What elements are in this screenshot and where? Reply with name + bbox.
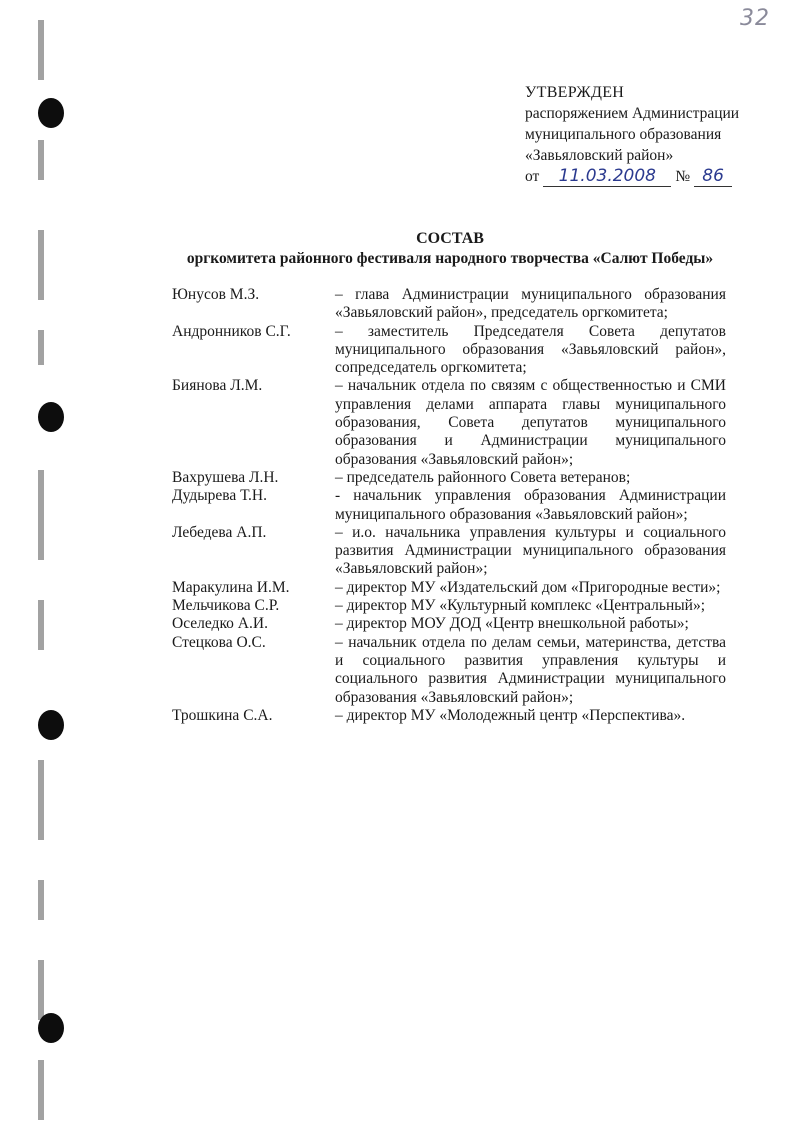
member-name: Оселедко А.И. <box>172 615 268 633</box>
approval-line: распоряжением Администрации <box>525 105 740 122</box>
member-role: – глава Администрации муниципального образования «Завьяловский район», председатель оргкомитета; <box>335 286 726 322</box>
member-name: Дудырева Т.Н. <box>172 487 268 505</box>
approval-date-number <box>525 166 739 187</box>
punch-hole <box>38 402 64 432</box>
member-role: – заместитель Председателя Совета депутатов муниципального образования «Завьяловский район», сопредседатель оргкомитета; <box>335 322 726 377</box>
member-role: – директор МОУ ДОД «Центр внешкольной работы»; <box>335 615 689 633</box>
scan-edge-marks <box>38 0 46 1135</box>
member-name: Маракулина И.М. <box>172 578 290 596</box>
member-role: – директор МУ «Издательский дом «Пригородные вести»; <box>335 578 721 596</box>
member-name: Мельчикова С.Р. <box>172 597 280 615</box>
members-list <box>172 286 726 725</box>
member-row <box>172 469 726 487</box>
handwritten-date: 11.03.2008 <box>543 166 671 187</box>
member-row <box>172 634 726 707</box>
member-name: Вахрушева Л.Н. <box>172 468 279 486</box>
punch-hole <box>38 1013 64 1043</box>
document-title: СОСТАВ <box>416 230 484 247</box>
member-role: - начальник управления образования Администрации муниципального образования «Завьяловский район»; <box>335 487 726 523</box>
member-row <box>172 579 726 597</box>
punch-hole <box>38 98 64 128</box>
member-row <box>172 524 726 579</box>
member-role: – и.о. начальника управления культуры и социального развития Администрации муниципального образования «Завьяловский район»; <box>335 523 726 578</box>
member-role: – начальник отдела по делам семьи, материнства, детства и социального развития управления культуры и социального развития Администрации муниципального образования «Завьяловский район»; <box>335 633 726 706</box>
approval-heading: УТВЕРЖДЕН <box>525 84 625 101</box>
member-role: – председатель районного Совета ветеранов; <box>335 468 631 486</box>
member-row <box>172 597 726 615</box>
member-name: Биянова Л.М. <box>172 377 263 395</box>
member-role: – начальник отдела по связям с общественностью и СМИ управления делами аппарата главы муниципального образования, Совета депутатов муниципального образования и Администрации муниципального образования «Завьяловский район»; <box>335 377 726 468</box>
document-subtitle: оргкомитета районного фестиваля народного творчества «Салют Победы» <box>186 250 714 267</box>
member-name: Стецкова О.С. <box>172 633 266 651</box>
approval-line: «Завьяловский район» <box>525 147 674 164</box>
member-role: – директор МУ «Молодежный центр «Перспектива». <box>335 706 686 724</box>
handwritten-number: 86 <box>694 166 732 187</box>
member-name: Юнусов М.З. <box>172 286 260 303</box>
member-row <box>172 286 726 323</box>
member-role: – директор МУ «Культурный комплекс «Центральный»; <box>335 597 706 615</box>
member-row <box>172 707 726 725</box>
member-name: Лебедева А.П. <box>172 523 267 541</box>
member-row <box>172 615 726 633</box>
number-prefix: № <box>675 168 691 185</box>
punch-hole <box>38 710 64 740</box>
approval-block <box>525 82 739 187</box>
approval-line: муниципального образования <box>525 126 722 143</box>
member-row <box>172 377 726 468</box>
date-prefix: от <box>525 168 540 185</box>
member-row <box>172 487 726 524</box>
member-name: Андронников С.Г. <box>172 322 291 340</box>
page-number: 32 <box>740 6 770 31</box>
member-row <box>172 323 726 378</box>
member-name: Трошкина С.А. <box>172 706 273 724</box>
